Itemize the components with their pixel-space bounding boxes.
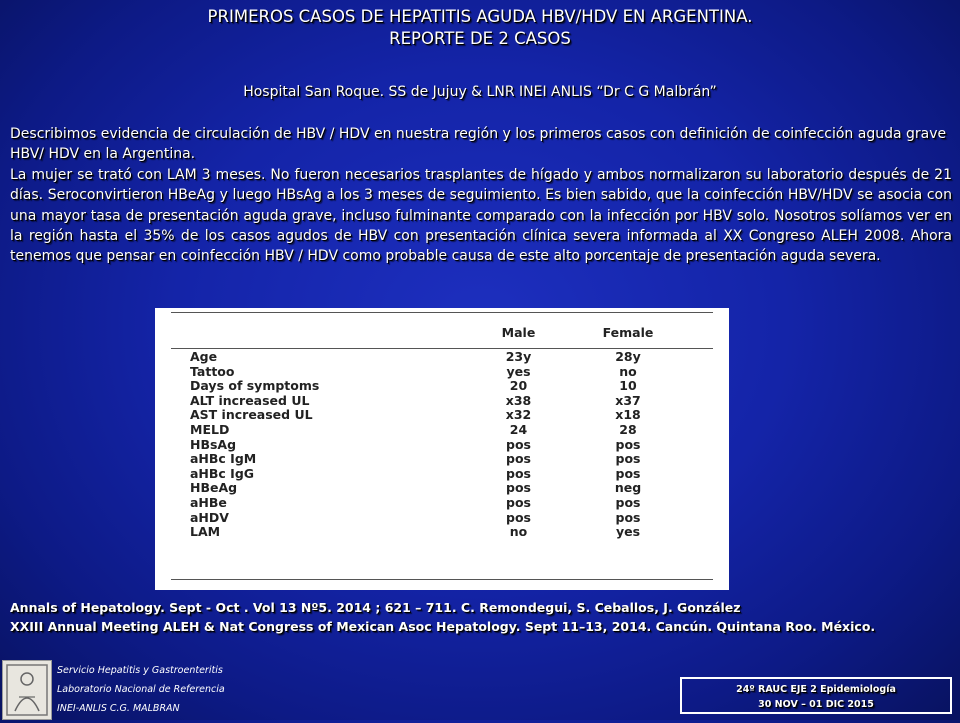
event-box <box>680 677 952 714</box>
slide-subtitle: Hospital San Roque. SS de Jujuy & LNR INEI ANLIS “Dr C G Malbrán” <box>243 84 717 100</box>
table-row <box>190 423 681 438</box>
table-row <box>190 350 681 365</box>
footer-line-3: INEI-ANLIS C.G. MALBRAN <box>57 703 180 714</box>
body-paragraph-1: Describimos evidencia de circulación de HBV / HDV en nuestra región y los primeros casos con definición de coinfección aguda grave HBV/ HDV en la Argentina. <box>10 126 947 163</box>
table-cell-male: yes <box>506 363 531 379</box>
table-row <box>190 379 681 394</box>
table-header-row <box>190 320 681 344</box>
case-table <box>190 320 681 540</box>
table-cell-female: x37 <box>615 392 641 408</box>
table-row <box>190 365 681 380</box>
table-cell-female: neg <box>614 480 642 496</box>
table-cell-female: 28y <box>615 349 641 364</box>
table-row-label: aHBe <box>190 494 227 510</box>
table-cell-female: pos <box>615 451 641 467</box>
references <box>10 598 955 636</box>
table-row-label: MELD <box>190 421 230 437</box>
table-cell-female: pos <box>615 436 641 452</box>
table-cell-female: pos <box>615 465 641 481</box>
table-cell-male: x32 <box>505 407 532 423</box>
table-row-label: AST increased UL <box>190 407 313 423</box>
event-line-2: 30 NOV – 01 DIC 2015 <box>758 699 874 710</box>
table-row <box>190 408 681 423</box>
table-row-label: aHDV <box>190 509 229 525</box>
table-top-rule <box>171 312 713 313</box>
table-row <box>190 511 681 526</box>
table-row <box>190 496 681 511</box>
institution-logo-icon <box>2 660 52 720</box>
reference-line-2: XXIII Annual Meeting ALEH & Nat Congress of Mexican Asoc Hepatology. Sept 11–13, 2014. Cancún. Quintana Roo. México. <box>10 619 876 634</box>
table-header-male: Male <box>501 324 536 340</box>
table-cell-female: no <box>619 363 637 379</box>
table-row <box>190 467 681 482</box>
table-cell-female: pos <box>615 494 641 510</box>
table-row-label: HBsAg <box>190 436 237 452</box>
table-row <box>190 438 681 453</box>
table-cell-male: pos <box>506 509 531 525</box>
table-row-label: Tattoo <box>190 363 235 379</box>
table-bottom-rule <box>171 579 713 580</box>
table-body <box>190 344 681 540</box>
table-cell-male: pos <box>506 480 531 496</box>
table-cell-male: x38 <box>505 392 532 408</box>
footer-line-2: Laboratorio Nacional de Referencia <box>57 684 225 695</box>
table-cell-male: pos <box>506 436 531 452</box>
table-header-female: Female <box>602 324 654 340</box>
table-cell-female: yes <box>615 524 641 540</box>
footer-line-1: Servicio Hepatitis y Gastroenteritis <box>57 665 223 676</box>
slide-title-line1: PRIMEROS CASOS DE HEPATITIS AGUDA HBV/HDV EN ARGENTINA. <box>207 7 753 26</box>
table-cell-female: 28 <box>619 421 637 437</box>
table-row-label: Days of symptoms <box>190 378 320 394</box>
table-cell-male: 24 <box>509 421 528 437</box>
table-cell-male: pos <box>506 451 531 467</box>
table-row-label: aHBc IgG <box>190 465 255 481</box>
table-cell-male: 23y <box>505 349 532 364</box>
table-row-label: ALT increased UL <box>190 392 310 408</box>
case-table-panel <box>155 308 729 590</box>
table-cell-male: pos <box>506 494 531 510</box>
table-header-label <box>190 320 462 344</box>
table-row <box>190 481 681 496</box>
table-cell-male: pos <box>506 465 531 481</box>
table-cell-female: x18 <box>615 407 641 423</box>
reference-line-1: Annals of Hepatology. Sept - Oct . Vol 13 Nº5. 2014 ; 621 – 711. C. Remondegui, S. Ceballos, J. González <box>10 600 741 615</box>
slide-title <box>0 6 960 50</box>
body-paragraph-2: La mujer se trató con LAM 3 meses. No fueron necesarios trasplantes de hígado y ambos normalizaron su laboratorio después de 21 días. Seroconvirtieron HBeAg y luego HBsAg a los 3 meses de seguimiento. Es bien sabido, que la coinfección HBV/HDV se asocia con una mayor tasa de presentación aguda grave, incluso fulminante comparado con la infección por HBV solo. Nosotros solíamos ver en la región hasta el 35% de los casos agudos de HBV con presentación clínica severa informada al XX Congreso ALEH 2008. Ahora tenemos que pensar en coinfección HBV / HDV como probable causa de este alto porcentaje de presentación aguda severa. <box>10 166 952 265</box>
body-text <box>10 124 952 267</box>
event-line-1: 24º RAUC EJE 2 Epidemiología <box>736 684 896 695</box>
table-cell-male: no <box>509 524 528 540</box>
table-row-label: LAM <box>190 524 221 540</box>
table-cell-female: pos <box>615 509 641 525</box>
table-cell-male: 20 <box>509 378 528 394</box>
table-row-label: HBeAg <box>190 480 238 496</box>
table-cell-female: 10 <box>619 378 637 394</box>
slide-title-line2: REPORTE DE 2 CASOS <box>389 29 571 48</box>
table-row <box>190 452 681 467</box>
table-row <box>190 394 681 409</box>
table-row-label: Age <box>190 349 218 364</box>
footer-institution <box>57 661 225 718</box>
table-row-label: aHBc IgM <box>190 451 257 467</box>
table-row <box>190 525 681 540</box>
